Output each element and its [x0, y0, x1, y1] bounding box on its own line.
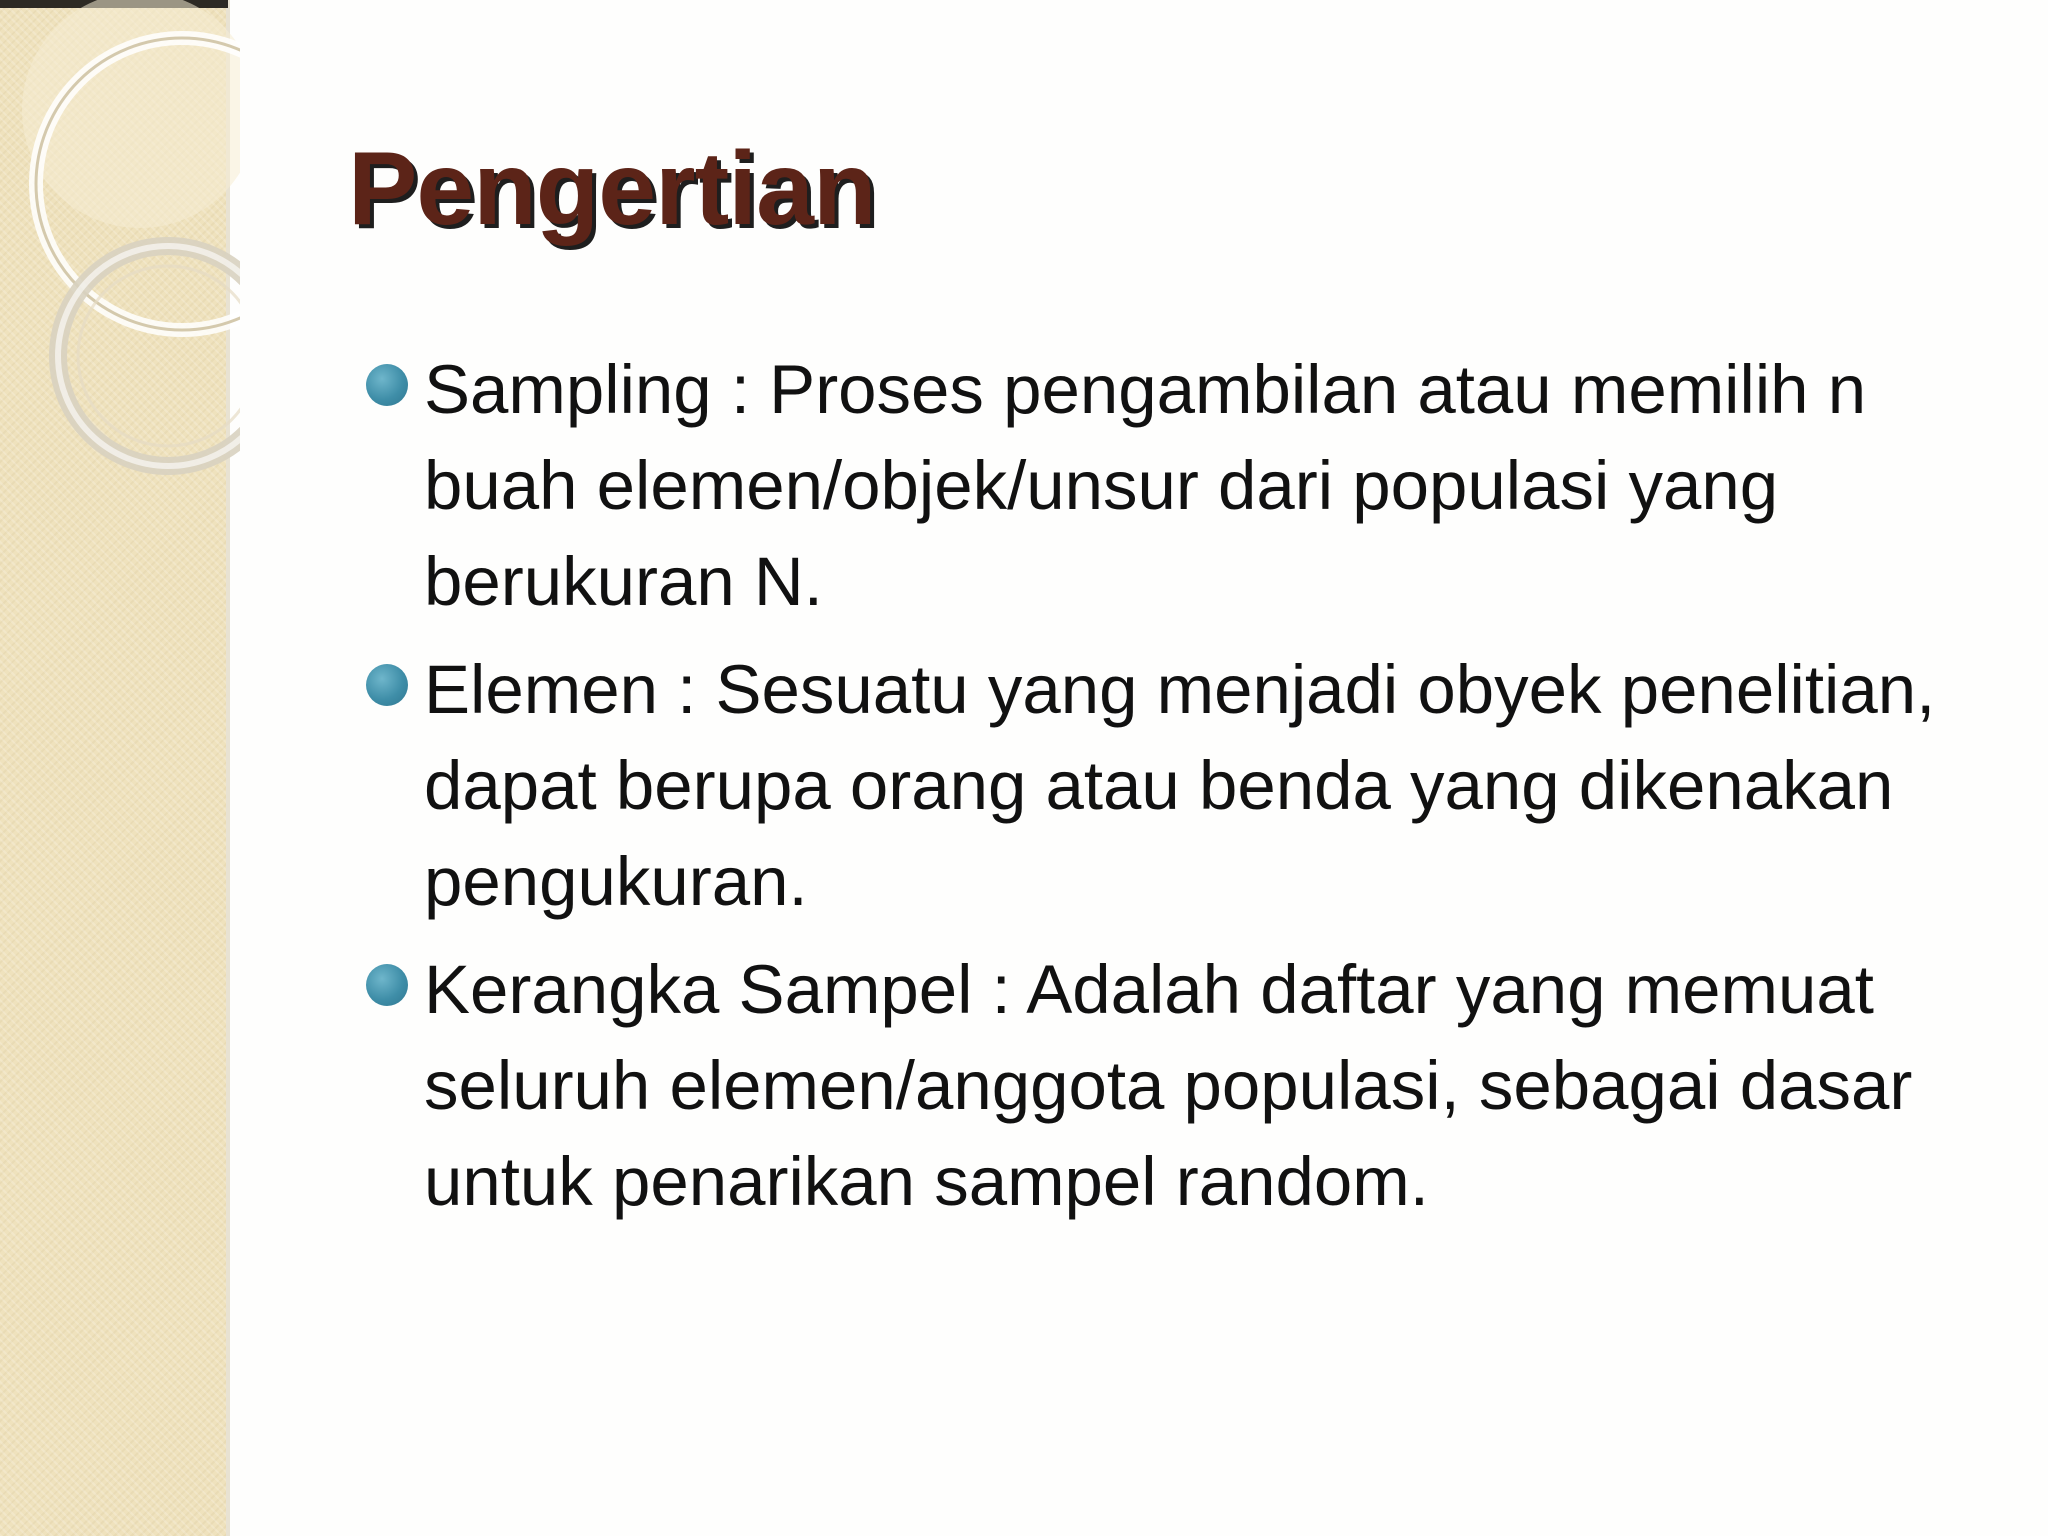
bullet-item-elemen — [358, 642, 2018, 930]
side-decorative-band — [0, 0, 228, 1536]
circle-bullet-icon — [366, 664, 408, 706]
bullet-text: Sampling : Proses pengambilan atau memilih n buah elemen/objek/unsur dari populasi yang berukuran N. — [424, 351, 1867, 620]
bullet-text: Elemen : Sesuatu yang menjadi obyek penelitian, dapat berupa orang atau benda yang dikenakan pengukuran. — [424, 651, 1936, 920]
bullet-text: Kerangka Sampel : Adalah daftar yang memuat seluruh elemen/anggota populasi, sebagai dasar untuk penarikan sampel random. — [424, 951, 1913, 1220]
circle-bullet-icon — [366, 364, 408, 406]
bullet-list — [358, 342, 2018, 1242]
bullet-item-sampling — [358, 342, 2018, 630]
bullet-item-kerangka-sampel — [358, 942, 2018, 1230]
circle-bullet-icon — [366, 964, 408, 1006]
slide-title: Pengertian — [348, 131, 876, 247]
top-corner-strip — [0, 0, 228, 8]
side-band-edge — [226, 0, 230, 1536]
